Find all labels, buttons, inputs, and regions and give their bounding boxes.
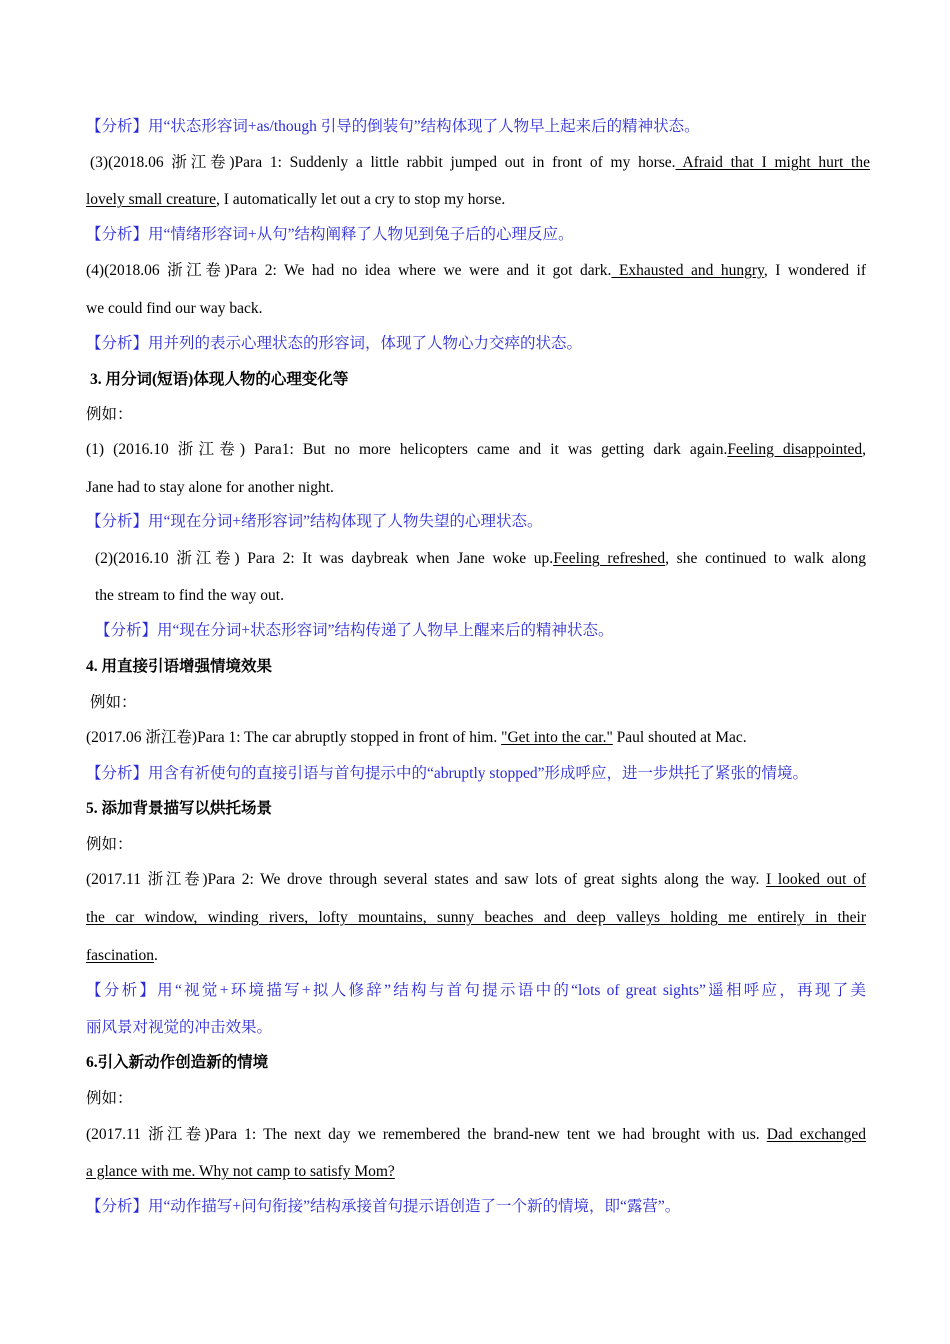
section-heading	[86, 798, 866, 820]
example-label	[86, 404, 866, 426]
text: (4)(2018.06 浙江卷)Para 2: We had no idea where we were and it got dark.	[86, 262, 612, 279]
text: 【分析】用并列的表示心理状态的形容词，体现了人物心力交瘁的状态。	[86, 335, 583, 352]
text: (3)(2018.06 浙江卷)Para 1: Suddenly a little rabbit jumped out in front of my horse.	[90, 154, 676, 171]
section-heading	[86, 1052, 866, 1074]
analysis-line	[95, 620, 866, 642]
text: 例如：	[86, 406, 133, 423]
text: 【分析】用含有祈使句的直接引语与首句提示中的“abruptly stopped”形成呼应，进一步烘托了紧张的情境。	[86, 765, 809, 782]
example-line	[86, 1161, 866, 1183]
analysis-line	[86, 224, 866, 246]
example-line	[86, 945, 866, 967]
heading-text: 4. 用直接引语增强情境效果	[86, 658, 273, 675]
example-line	[86, 869, 866, 891]
example-line	[90, 152, 870, 174]
example-label	[86, 1088, 866, 1110]
analysis-line	[86, 1017, 866, 1039]
text: the stream to find the way out.	[95, 587, 284, 604]
example-line	[86, 260, 866, 282]
text: Jane had to stay alone for another night.	[86, 479, 334, 496]
text: .	[154, 947, 158, 964]
underlined-text: a glance with me. Why not camp to satisfy Mom?	[86, 1163, 395, 1180]
underlined-text: lovely small creature	[86, 191, 216, 208]
underlined-text: Dad exchanged	[766, 1126, 867, 1143]
heading-text: 6.引入新动作创造新的情境	[86, 1054, 269, 1071]
heading-text: 3. 用分词(短语)体现人物的心理变化等	[90, 371, 349, 388]
example-line	[86, 907, 866, 929]
example-line	[86, 477, 866, 499]
example-line	[95, 548, 866, 570]
text: , I wondered if	[763, 262, 867, 279]
text: (2017.06 浙江卷)Para 1: The car abruptly stopped in front of him.	[86, 729, 498, 746]
text: 【分析】用“动作描写+问句衔接”结构承接首句提示语创造了一个新的情境，即“露营”。	[86, 1198, 681, 1215]
underlined-text: Exhausted and hungry	[611, 262, 764, 279]
text: , I automatically let out a cry to stop my horse.	[215, 191, 506, 208]
analysis-line	[86, 116, 866, 138]
text: ,	[862, 441, 867, 458]
section-heading	[86, 656, 866, 678]
example-line	[86, 439, 866, 461]
text: 【分析】用“状态形容词+as/though 引导的倒装句”结构体现了人物早上起来后的精神状态。	[86, 118, 700, 135]
text: 丽风景对视觉的冲击效果。	[86, 1019, 273, 1036]
text: 例如：	[86, 1090, 133, 1107]
underlined-text: Feeling disappointed	[727, 441, 863, 458]
analysis-line	[86, 333, 866, 355]
section-heading	[90, 369, 870, 391]
text: 例如：	[86, 836, 133, 853]
heading-text: 5. 添加背景描写以烘托场景	[86, 800, 273, 817]
underlined-text: Afraid that I might hurt the	[675, 154, 870, 171]
example-line	[86, 189, 866, 211]
analysis-line	[86, 763, 866, 785]
analysis-line	[86, 980, 866, 1002]
text: (2017.11 浙江卷)Para 1: The next day we remembered the brand-new tent we had brought with us.	[86, 1126, 760, 1143]
underlined-text: the car window, winding rivers, lofty mountains, sunny beaches and deep valleys holding me entirely in their	[86, 909, 866, 926]
text: , she continued to walk along	[665, 550, 867, 567]
text: 【分析】用“视觉+环境描写+拟人修辞”结构与首句提示语中的“lots of great sights”遥相呼应，再现了美	[86, 982, 866, 999]
analysis-line	[86, 511, 866, 533]
example-line	[86, 727, 866, 749]
text: (2017.11 浙江卷)Para 2: We drove through several states and saw lots of great sights along the way.	[86, 871, 760, 888]
example-line	[86, 1124, 866, 1146]
example-line	[95, 585, 866, 607]
text: (1) (2016.10 浙江卷) Para1: But no more helicopters came and it was getting dark again.	[86, 441, 728, 458]
text: 例如：	[90, 694, 137, 711]
underlined-text: "Get into the car."	[501, 729, 613, 746]
text: 【分析】用“现在分词+状态形容词”结构传递了人物早上醒来后的精神状态。	[95, 622, 614, 639]
text: we could find our way back.	[86, 300, 263, 317]
text: 【分析】用“情绪形容词+从句”结构阐释了人物见到兔子后的心理反应。	[86, 226, 574, 243]
analysis-line	[86, 1196, 866, 1218]
example-label	[86, 834, 866, 856]
text: (2)(2016.10 浙江卷) Para 2: It was daybreak when Jane woke up.	[95, 550, 554, 567]
example-line	[86, 298, 866, 320]
underlined-text: I looked out of	[766, 871, 867, 888]
text: Paul shouted at Mac.	[612, 729, 747, 746]
underlined-text: Feeling refreshed	[553, 550, 666, 567]
text: 【分析】用“现在分词+绪形容词”结构体现了人物失望的心理状态。	[86, 513, 543, 530]
underlined-text: fascination	[86, 947, 155, 964]
example-label	[90, 692, 870, 714]
